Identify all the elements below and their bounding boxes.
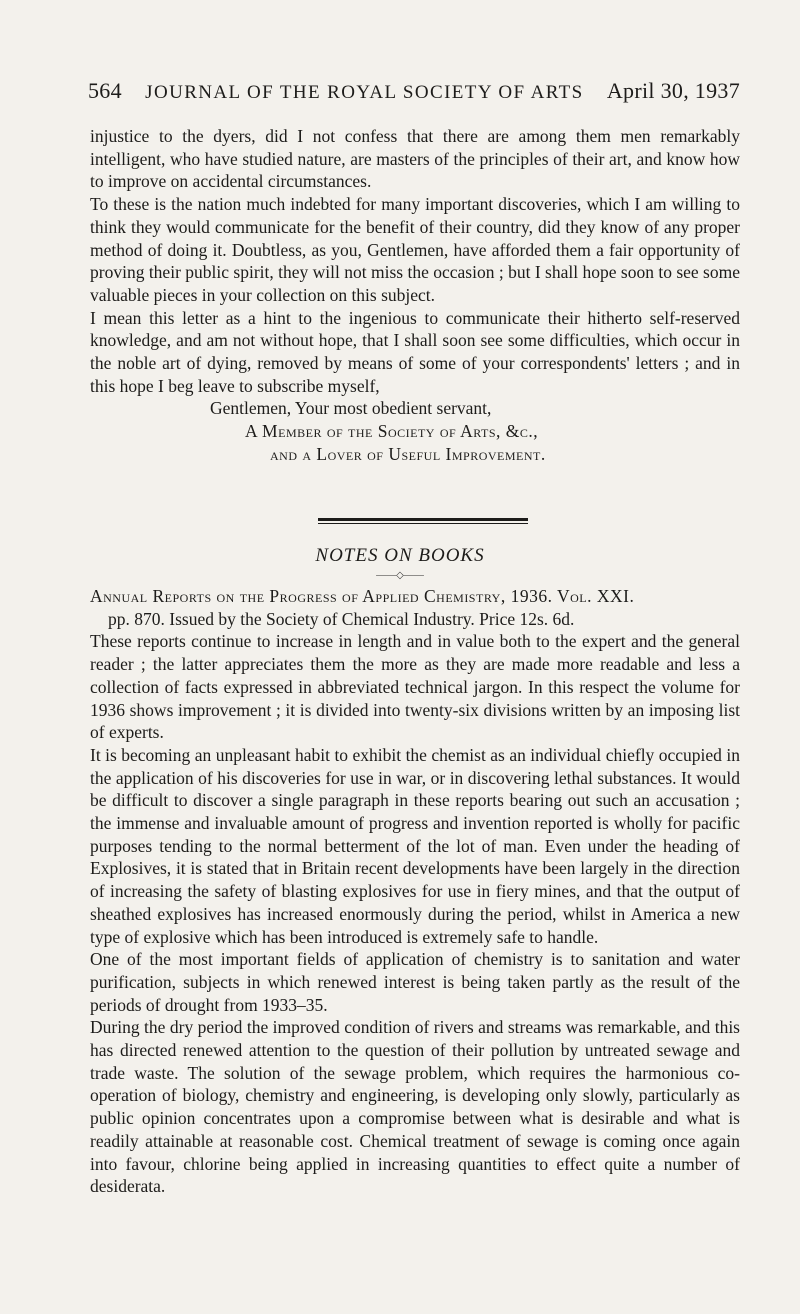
notes-text <box>90 585 740 1198</box>
letter-closing: Gentlemen, Your most obedient servant, <box>210 398 492 419</box>
letter-text <box>90 125 740 466</box>
page-header <box>88 78 740 110</box>
section-title: NOTES ON BOOKS <box>315 545 485 566</box>
journal-title: JOURNAL OF THE ROYAL SOCIETY OF ARTS <box>145 82 584 103</box>
letter-signature-line2: and a Lover of Useful Improvement. <box>270 444 546 465</box>
letter-paragraph: I mean this letter as a hint to the ingenious to communicate their hitherto self-reserved knowledge, and am not without hope, that I shall soon see some difficulties, which occur in the noble art of dying, removed by means of some of your correspondents' letters ; and in this hope I beg leave to subscribe myself, <box>90 307 740 396</box>
page-number: 564 <box>88 78 122 103</box>
review-paragraph: It is becoming an unpleasant habit to exhibit the chemist as an individual chiefly occupied in the application of his discoveries for use in war, or in discovering lethal substances. It would be difficult to discover a single paragraph in these reports bearing out such an accusation ; the immense and invaluable amount of progress and invention reported is wholly for pacific purposes tending to the normal betterment of the lot of man. Even under the heading of Explosives, it is stated that in Britain recent developments have been largely in the direction of increasing the safety of blasting explosives for use in fiery mines, and that the output of sheathed explosives has increased enormously during the period, whilst in America a new type of explosive which has been introduced is extremely safe to handle. <box>90 744 740 947</box>
book-meta: pp. 870. Issued by the Society of Chemical Industry. Price 12s. 6d. <box>108 608 575 629</box>
review-paragraph: These reports continue to increase in length and in value both to the expert and the general reader ; the latter appreciates them the more as they are made more readable and less a collection of facts expressed in abbreviated technical jargon. In this respect the volume for 1936 shows improvement ; it is divided into twenty-six divisions written by an imposing list of experts. <box>90 631 740 743</box>
letter-paragraph: injustice to the dyers, did I not confess that there are among them men remarkably intelligent, who have studied nature, are masters of the principles of their art, and know how to improve on accidental circumstances. <box>90 126 740 192</box>
review-paragraph: During the dry period the improved condition of rivers and streams was remarkable, and this has directed renewed attention to the question of their pollution by untreated sewage and trade waste. The solution of the sewage problem, which requires the harmonious co-operation of biology, chemistry and engineering, is developing only slowly, particularly as public opinion concentrates upon a compromise between what is desirable and what is readily attainable at reasonable cost. Chemical treatment of sewage is coming once again into favour, chlorine being applied in increasing quantities to effect quite a number of desiderata. <box>90 1017 740 1197</box>
book-title-text: Annual Reports on the Progress of Applied Chemistry, 1936. Vol. XXI. <box>90 586 635 606</box>
review-paragraph: One of the most important fields of application of chemistry is to sanitation and water purification, subjects in which renewed interest is being taken partly as the result of the periods of drought from 1933–35. <box>90 949 740 1015</box>
letter-paragraph: To these is the nation much indebted for many important discoveries, which I am willing to think they would communicate for the benefit of their country, did they know of any proper method of doing it. Doubtless, as you, Gentlemen, have afforded them a fair opportunity of proving their public spirit, they will not miss the occasion ; but I shall hope soon to see some valuable pieces in your collection on this subject. <box>90 194 740 305</box>
book-title <box>90 585 740 608</box>
letter-signature-line1: A Member of the Society of Arts, &c., <box>245 421 539 442</box>
section-divider <box>318 518 528 524</box>
diamond-ornament: ——◇—— <box>376 570 424 581</box>
issue-date: April 30, 1937 <box>606 78 740 103</box>
